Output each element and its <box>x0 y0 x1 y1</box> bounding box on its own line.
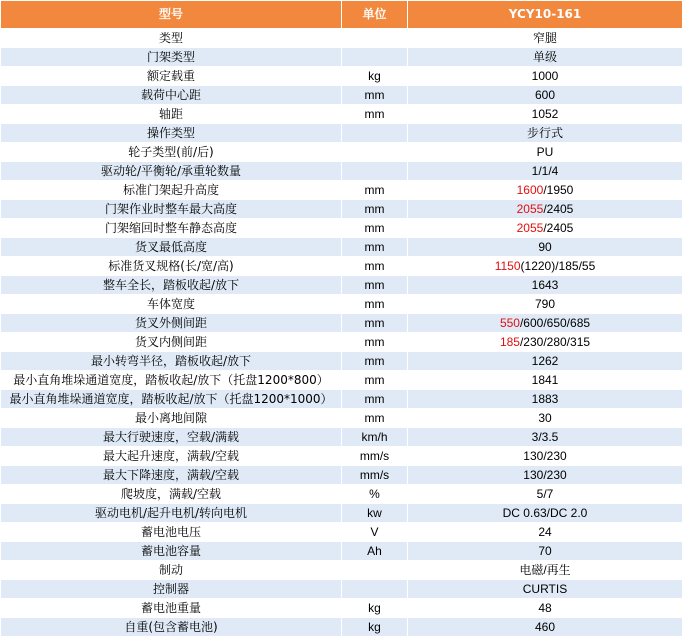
spec-value: 130/230 <box>408 466 682 485</box>
table-row <box>1 124 682 143</box>
spec-unit: mm <box>342 352 408 371</box>
spec-unit: km/h <box>342 428 408 447</box>
table-row <box>1 181 682 200</box>
spec-value-rest: /1950 <box>543 183 574 197</box>
spec-value: 90 <box>408 238 682 257</box>
spec-name: 额定载重 <box>1 67 342 86</box>
spec-unit: kg <box>342 618 408 637</box>
spec-unit: mm <box>342 219 408 238</box>
spec-value <box>408 219 682 238</box>
spec-name: 爬坡度，满载/空载 <box>1 485 342 504</box>
spec-unit: mm <box>342 238 408 257</box>
spec-name: 货叉外侧间距 <box>1 314 342 333</box>
spec-unit: kg <box>342 599 408 618</box>
spec-value: 790 <box>408 295 682 314</box>
table-row <box>1 409 682 428</box>
table-row <box>1 371 682 390</box>
spec-value: 600 <box>408 86 682 105</box>
table-row <box>1 295 682 314</box>
spec-name: 最大行驶速度，空载/满载 <box>1 428 342 447</box>
table-row <box>1 257 682 276</box>
spec-value-rest: (1220)/185/55 <box>520 259 596 273</box>
spec-value <box>408 200 682 219</box>
table-row <box>1 238 682 257</box>
table-row <box>1 352 682 371</box>
spec-value: PU <box>408 143 682 162</box>
spec-name: 最大下降速度，满载/空载 <box>1 466 342 485</box>
spec-unit: mm <box>342 105 408 124</box>
table-row <box>1 143 682 162</box>
spec-value: 步行式 <box>408 124 682 143</box>
spec-value: 70 <box>408 542 682 561</box>
spec-unit: mm/s <box>342 447 408 466</box>
spec-value: 1643 <box>408 276 682 295</box>
spec-unit: kw <box>342 504 408 523</box>
spec-unit <box>342 48 408 67</box>
table-row <box>1 523 682 542</box>
spec-unit: mm <box>342 200 408 219</box>
spec-value-highlight: 550 <box>499 316 520 330</box>
spec-value: 1841 <box>408 371 682 390</box>
spec-unit: mm <box>342 181 408 200</box>
header-row <box>1 1 682 29</box>
table-row <box>1 542 682 561</box>
spec-value <box>408 257 682 276</box>
spec-unit: mm <box>342 333 408 352</box>
spec-value-rest: /2405 <box>543 202 574 216</box>
spec-value: CURTIS <box>408 580 682 599</box>
spec-name: 最大起升速度，满载/空载 <box>1 447 342 466</box>
spec-unit <box>342 124 408 143</box>
spec-name: 最小直角堆垛通道宽度，踏板收起/放下（托盘1200*1000） <box>1 390 342 409</box>
spec-unit: mm/s <box>342 466 408 485</box>
spec-name: 制动 <box>1 561 342 580</box>
spec-value <box>408 181 682 200</box>
table-row <box>1 599 682 618</box>
spec-name: 载荷中心距 <box>1 86 342 105</box>
spec-unit <box>342 580 408 599</box>
table-row <box>1 219 682 238</box>
spec-name: 最小离地间隙 <box>1 409 342 428</box>
table-row <box>1 333 682 352</box>
table-row <box>1 67 682 86</box>
table-row <box>1 447 682 466</box>
spec-value <box>408 333 682 352</box>
spec-name: 轴距 <box>1 105 342 124</box>
spec-value: 1883 <box>408 390 682 409</box>
spec-value: 电磁/再生 <box>408 561 682 580</box>
spec-unit <box>342 561 408 580</box>
spec-unit: mm <box>342 257 408 276</box>
spec-unit: mm <box>342 314 408 333</box>
table-row <box>1 618 682 637</box>
spec-name: 轮子类型(前/后) <box>1 143 342 162</box>
spec-name: 操作类型 <box>1 124 342 143</box>
table-row <box>1 276 682 295</box>
spec-value-rest: /230/280/315 <box>519 335 591 349</box>
spec-unit: kg <box>342 67 408 86</box>
spec-name: 驱动电机/起升电机/转向电机 <box>1 504 342 523</box>
spec-unit: % <box>342 485 408 504</box>
spec-unit: mm <box>342 86 408 105</box>
spec-value <box>408 314 682 333</box>
spec-value-highlight: 1150 <box>494 259 521 273</box>
spec-unit <box>342 162 408 181</box>
table-row <box>1 29 682 48</box>
spec-unit: Ah <box>342 542 408 561</box>
spec-name: 整车全长，踏板收起/放下 <box>1 276 342 295</box>
spec-value: 30 <box>408 409 682 428</box>
spec-value: 窄腿 <box>408 29 682 48</box>
table-row <box>1 162 682 181</box>
spec-name: 车体宽度 <box>1 295 342 314</box>
spec-name: 门架作业时整车最大高度 <box>1 200 342 219</box>
table-row <box>1 428 682 447</box>
spec-value: 3/3.5 <box>408 428 682 447</box>
spec-body <box>1 29 682 637</box>
spec-name: 门架类型 <box>1 48 342 67</box>
spec-name: 自重(包含蓄电池) <box>1 618 342 637</box>
spec-value: 单级 <box>408 48 682 67</box>
spec-value: 1262 <box>408 352 682 371</box>
table-row <box>1 485 682 504</box>
spec-value: 460 <box>408 618 682 637</box>
table-row <box>1 580 682 599</box>
spec-name: 门架缩回时整车静态高度 <box>1 219 342 238</box>
spec-unit: mm <box>342 409 408 428</box>
spec-unit: mm <box>342 390 408 409</box>
spec-unit: mm <box>342 276 408 295</box>
spec-value: 5/7 <box>408 485 682 504</box>
spec-value: 130/230 <box>408 447 682 466</box>
table-row <box>1 200 682 219</box>
spec-unit: V <box>342 523 408 542</box>
spec-name: 最小转弯半径，踏板收起/放下 <box>1 352 342 371</box>
spec-name: 最小直角堆垛通道宽度，踏板收起/放下（托盘1200*800） <box>1 371 342 390</box>
spec-name: 蓄电池电压 <box>1 523 342 542</box>
spec-value-highlight: 2055 <box>516 221 544 235</box>
spec-name: 货叉最低高度 <box>1 238 342 257</box>
spec-name: 控制器 <box>1 580 342 599</box>
table-row <box>1 504 682 523</box>
spec-name: 标准门架起升高度 <box>1 181 342 200</box>
header-unit-label: 单位 <box>342 1 408 29</box>
spec-value: 1/1/4 <box>408 162 682 181</box>
spec-unit: mm <box>342 371 408 390</box>
table-row <box>1 314 682 333</box>
spec-name: 类型 <box>1 29 342 48</box>
table-row <box>1 105 682 124</box>
spec-value-rest: /600/650/685 <box>519 316 591 330</box>
header-model-label: 型号 <box>1 1 342 29</box>
spec-name: 驱动轮/平衡轮/承重轮数量 <box>1 162 342 181</box>
spec-value: 24 <box>408 523 682 542</box>
spec-unit: mm <box>342 295 408 314</box>
header-model-value: YCY10-161 <box>408 1 682 29</box>
table-row <box>1 86 682 105</box>
spec-value: 1000 <box>408 67 682 86</box>
table-row <box>1 48 682 67</box>
spec-value: 48 <box>408 599 682 618</box>
table-row <box>1 466 682 485</box>
spec-unit <box>342 143 408 162</box>
spec-unit <box>342 29 408 48</box>
spec-value: DC 0.63/DC 2.0 <box>408 504 682 523</box>
spec-value-rest: /2405 <box>543 221 574 235</box>
table-row <box>1 390 682 409</box>
spec-value-highlight: 2055 <box>516 202 544 216</box>
spec-name: 蓄电池容量 <box>1 542 342 561</box>
spec-name: 标准货叉规格(长/宽/高) <box>1 257 342 276</box>
spec-value-highlight: 185 <box>499 335 520 349</box>
spec-value: 1052 <box>408 105 682 124</box>
spec-name: 货叉内侧间距 <box>1 333 342 352</box>
spec-name: 蓄电池重量 <box>1 599 342 618</box>
spec-value-highlight: 1600 <box>516 183 544 197</box>
table-row <box>1 561 682 580</box>
